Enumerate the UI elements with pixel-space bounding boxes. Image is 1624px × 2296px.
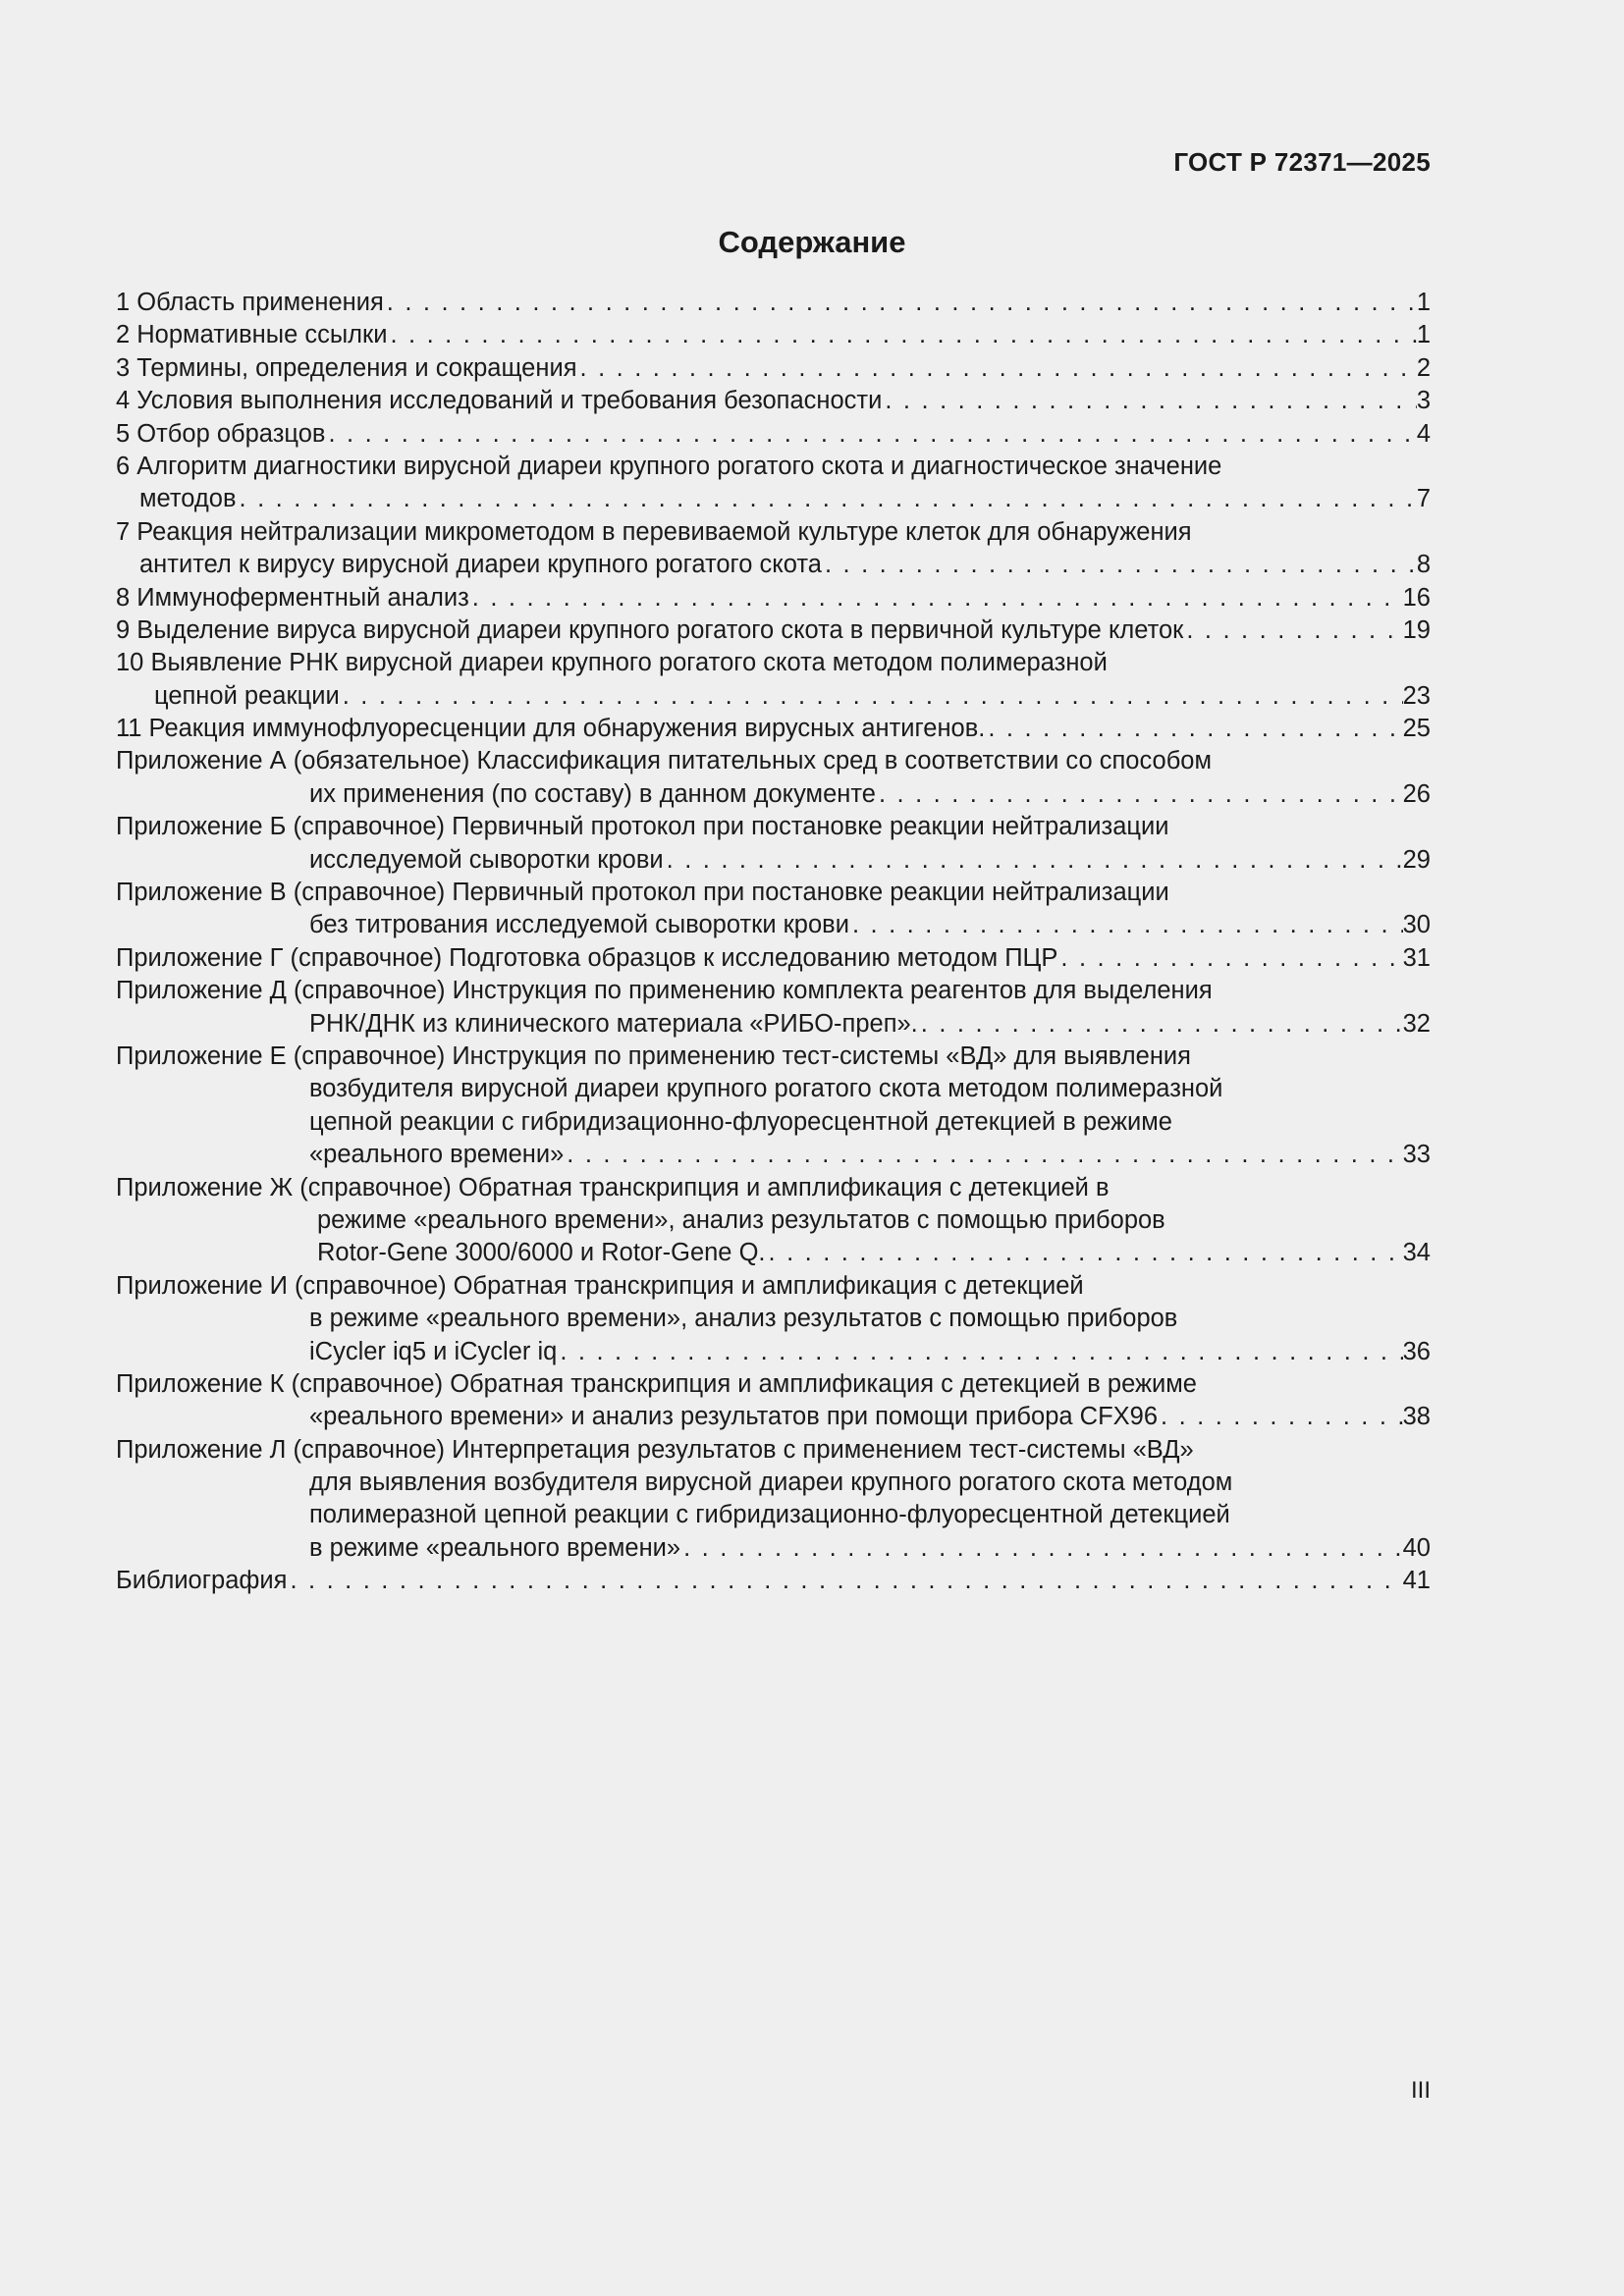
toc-entry-text: цепной реакции с гибридизационно-флуоресцентной детекцией в режиме <box>309 1107 1172 1136</box>
toc-entry-appendix-d[interactable] <box>116 975 1431 1041</box>
toc-entry-appendix-v[interactable] <box>116 877 1431 942</box>
toc-page-number: 4 <box>1416 419 1431 448</box>
toc-entry-text: 3 Термины, определения и сокращения <box>116 353 577 382</box>
toc-entry-text: Rotor-Gene 3000/6000 и Rotor-Gene Q. <box>317 1239 766 1267</box>
toc-entry-appendix-zh[interactable] <box>116 1172 1431 1270</box>
toc-page-number: 32 <box>1402 1009 1431 1038</box>
toc-entry-10[interactable] <box>116 647 1431 713</box>
dot-leader <box>237 483 1417 515</box>
toc-entry-text: исследуемой сыворотки крови <box>309 845 664 874</box>
toc-entry-appendix-l[interactable] <box>116 1434 1431 1566</box>
toc-entry-text: 2 Нормативные ссылки <box>116 321 388 349</box>
toc-page-number: 40 <box>1402 1533 1431 1562</box>
toc-entry-text: Приложение А (обязательное) Классификация питательных сред в соответствии со способом <box>116 747 1213 775</box>
toc-entry-2[interactable] <box>116 319 1431 351</box>
dot-leader <box>564 1139 1402 1171</box>
toc-entry-11[interactable] <box>116 713 1431 745</box>
dot-leader <box>766 1237 1403 1269</box>
toc-entry-text: возбудителя вирусной диареи крупного рогатого скота методом полимеразной <box>309 1075 1223 1103</box>
toc-entry-text: iCycler iq5 и iCycler iq <box>309 1337 558 1365</box>
toc-page-number: 16 <box>1402 583 1431 612</box>
toc-entry-text: Приложение Г (справочное) Подготовка образцов к исследованию методом ПЦР <box>116 943 1058 972</box>
toc-entry-text: 8 Иммуноферментный анализ <box>116 583 469 612</box>
toc-entry-text: 1 Область применения <box>116 289 384 316</box>
toc-entry-7[interactable] <box>116 516 1431 582</box>
toc-entry-text: Библиография <box>116 1567 288 1595</box>
toc-entry-text: Приложение Е (справочное) Инструкция по применению тест-системы «ВД» для выявления <box>116 1041 1191 1070</box>
dot-leader <box>680 1532 1403 1565</box>
toc-entry-bibliography[interactable] <box>116 1565 1431 1597</box>
toc-entry-6[interactable] <box>116 451 1431 516</box>
toc-page-number: 23 <box>1402 681 1431 710</box>
dot-leader <box>325 418 1416 451</box>
toc-entry-text: Приложение Ж (справочное) Обратная транскрипция и амплификация с детекцией в <box>116 1173 1110 1201</box>
toc-page-number: 2 <box>1416 353 1431 382</box>
toc-page-number: 33 <box>1402 1141 1431 1169</box>
toc-entry-text: Приложение К (справочное) Обратная транскрипция и амплификация с детекцией в режиме <box>116 1369 1197 1398</box>
dot-leader <box>876 778 1403 811</box>
toc-entry-appendix-g[interactable] <box>116 942 1431 975</box>
dot-leader <box>557 1336 1402 1368</box>
toc-entry-text: «реального времени» и анализ результатов при помощи прибора CFX96 <box>309 1403 1159 1431</box>
dot-leader <box>985 713 1402 745</box>
toc-page-number: 8 <box>1416 551 1431 579</box>
toc-entry-appendix-b[interactable] <box>116 811 1431 877</box>
toc-title: Содержание <box>718 225 906 259</box>
toc-page-number: 3 <box>1416 387 1431 415</box>
toc-page-number: 30 <box>1402 911 1431 939</box>
dot-leader <box>287 1565 1402 1597</box>
toc-entry-text: Приложение Д (справочное) Инструкция по применению комплекта реагентов для выделения <box>116 977 1213 1005</box>
dot-leader <box>469 582 1403 614</box>
dot-leader <box>1158 1401 1403 1433</box>
toc-entry-text: в режиме «реального времени» <box>309 1533 681 1562</box>
toc-entry-text: без титрования исследуемой сыворотки крови <box>309 911 849 939</box>
toc-entry-text: Приложение В (справочное) Первичный протокол при постановке реакции нейтрализации <box>116 879 1169 907</box>
dot-leader <box>387 319 1416 351</box>
toc-page-number: 26 <box>1402 779 1431 808</box>
toc-entry-9[interactable] <box>116 614 1431 647</box>
toc-entry-text: их применения (по составу) в данном документе <box>309 779 876 808</box>
toc-page-number: 29 <box>1402 845 1431 874</box>
toc-entry-appendix-i[interactable] <box>116 1270 1431 1368</box>
dot-leader <box>918 1008 1403 1041</box>
toc-entry-text: 7 Реакция нейтрализации микрометодом в перевиваемой культуре клеток для обнаружения <box>116 517 1192 546</box>
toc-entry-8[interactable] <box>116 582 1431 614</box>
dot-leader <box>849 909 1403 941</box>
toc-page-number: 19 <box>1402 615 1431 644</box>
toc-entry-text: 4 Условия выполнения исследований и требования безопасности <box>116 387 883 415</box>
toc-entry-appendix-e[interactable] <box>116 1041 1431 1172</box>
toc-page-number: 41 <box>1402 1567 1431 1595</box>
toc-entry-text: 11 Реакция иммунофлуоресценции для обнаружения вирусных антигенов. <box>116 715 986 743</box>
toc-page-number: 31 <box>1402 943 1431 972</box>
toc-entry-text: цепной реакции <box>154 681 340 710</box>
toc-entry-text: «реального времени» <box>309 1141 565 1169</box>
toc-entry-text: методов <box>139 485 237 513</box>
toc-entry-1[interactable] <box>116 287 1431 319</box>
toc-entry-text: Приложение И (справочное) Обратная транскрипция и амплификация с детекцией <box>116 1271 1084 1300</box>
toc-entry-text: полимеразной цепной реакции с гибридизационно-флуоресцентной детекцией <box>309 1501 1230 1529</box>
toc-page-number: 36 <box>1402 1337 1431 1365</box>
document-standard-header: ГОСТ Р 72371—2025 <box>1173 147 1431 177</box>
toc-page-number: 25 <box>1402 715 1431 743</box>
dot-leader <box>384 287 1417 319</box>
dot-leader <box>822 549 1417 581</box>
dot-leader <box>340 680 1403 713</box>
dot-leader <box>664 844 1403 877</box>
toc-page-number: 1 <box>1416 289 1431 316</box>
toc-entry-text: антител к вирусу вирусной диареи крупного рогатого скота <box>139 551 822 579</box>
toc-entry-appendix-k[interactable] <box>116 1368 1431 1434</box>
page-number: III <box>1410 2077 1431 2104</box>
toc-entry-text: 9 Выделение вируса вирусной диареи крупного рогатого скота в первичной культуре клеток <box>116 615 1184 644</box>
toc-entry-5[interactable] <box>116 418 1431 451</box>
toc-page-number: 7 <box>1416 485 1431 513</box>
dot-leader <box>1057 942 1402 975</box>
toc-entry-text: в режиме «реального времени», анализ результатов с помощью приборов <box>309 1305 1178 1333</box>
toc-entry-text: 10 Выявление РНК вирусной диареи крупного рогатого скота методом полимеразной <box>116 649 1108 677</box>
toc-entry-text: 5 Отбор образцов <box>116 419 326 448</box>
toc-entry-4[interactable] <box>116 385 1431 417</box>
toc-entry-text: 6 Алгоритм диагностики вирусной диареи крупного рогатого скота и диагностическое значение <box>116 452 1222 480</box>
toc-page-number: 1 <box>1416 321 1431 349</box>
dot-leader <box>1183 614 1402 647</box>
toc-entry-appendix-a[interactable] <box>116 745 1431 811</box>
toc-entry-text: Приложение Л (справочное) Интерпретация результатов с применением тест-системы «ВД» <box>116 1435 1194 1464</box>
toc-entry-text: Приложение Б (справочное) Первичный протокол при постановке реакции нейтрализации <box>116 813 1169 841</box>
toc-entry-text: РНК/ДНК из клинического материала «РИБО-преп». <box>309 1009 918 1038</box>
toc-entry-3[interactable] <box>116 352 1431 385</box>
dot-leader <box>577 352 1417 385</box>
dot-leader <box>882 385 1416 417</box>
toc-entry-text: для выявления возбудителя вирусной диареи крупного рогатого скота методом <box>309 1468 1233 1497</box>
toc-page-number: 34 <box>1402 1239 1431 1267</box>
toc-page-number: 38 <box>1402 1403 1431 1431</box>
toc-entry-text: режиме «реального времени», анализ результатов с помощью приборов <box>317 1205 1165 1234</box>
table-of-contents <box>116 287 1431 1598</box>
